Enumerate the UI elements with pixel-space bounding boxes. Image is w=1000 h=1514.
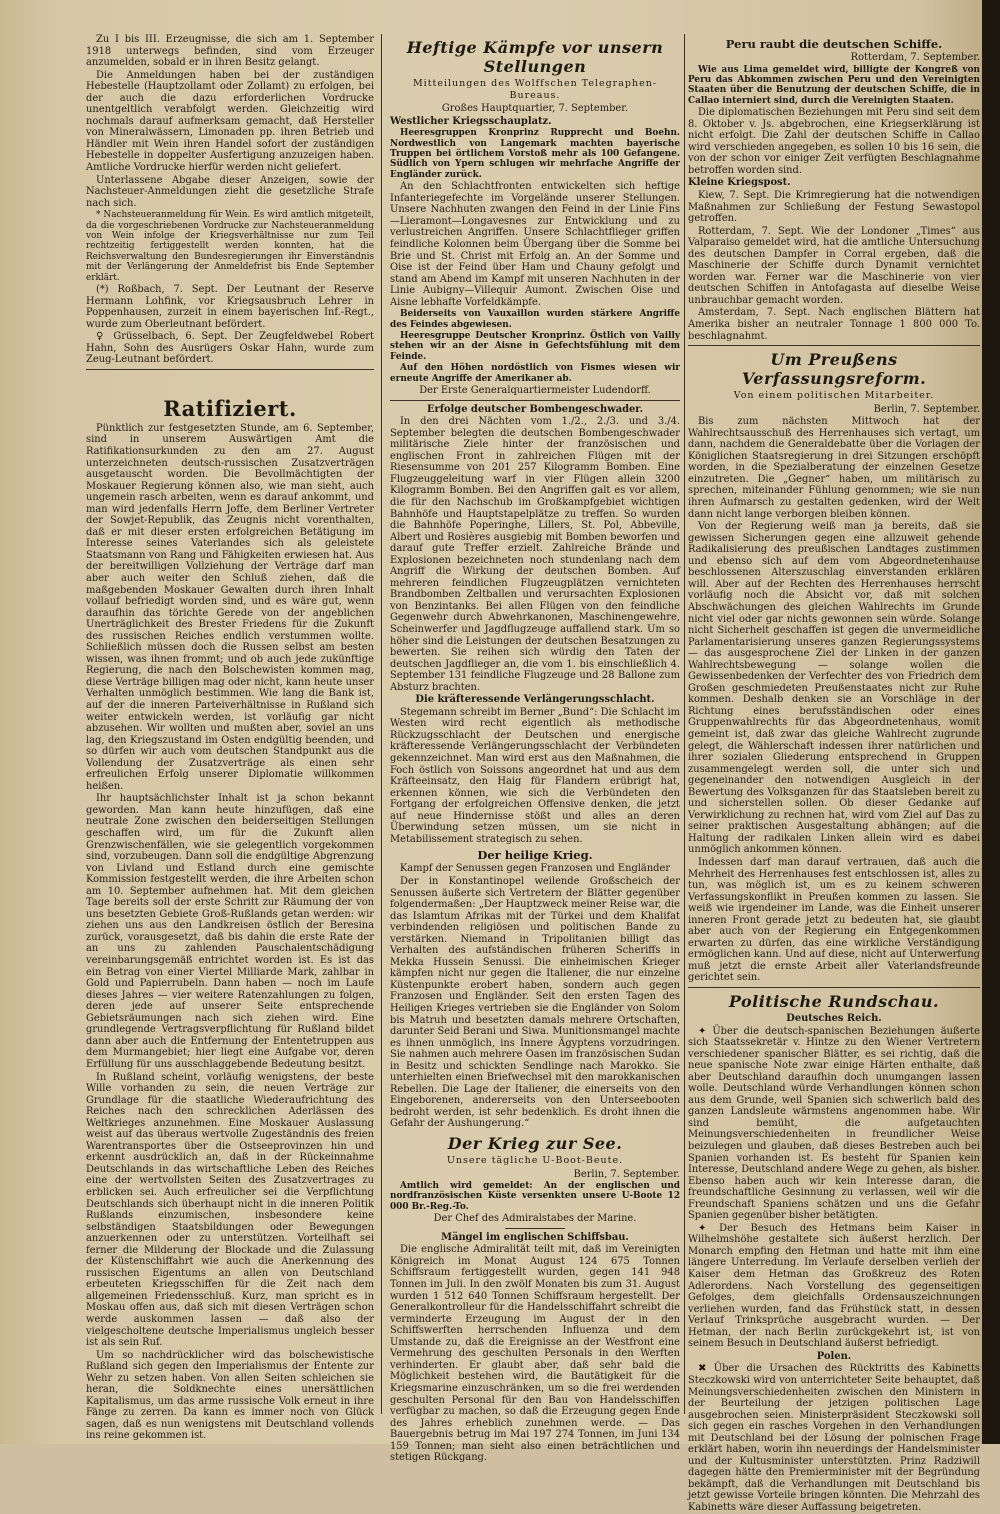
dateline: Berlin, 7. September. [873, 403, 980, 415]
article-text: Die Anmeldungen haben bei der zuständigen Hebestelle (Hauptzollamt oder Zollamt) zu erfolgen, bei der auch die dazu erforderlichen Vordrucke unentgeltlich verabfolgt werden. Gleichzeitig wird nochmals darauf aufmerksam gemacht, daß Hersteller von Mineralwässern, Limonaden pp. ihren Betrieb und Händler mit Wein ihren Handel sofort der zuständigen Hebestelle in doppelter Ausfertigung anzuzeigen haben. Amtliche Vordrucke hierfür werden nicht geliefert. [86, 69, 374, 174]
report-text: Amtlich wird gemeldet: An der englischen und nordfranzösischen Küste versenkten unsere U-Boote 12 000 Br.-Reg.-To. [390, 1181, 680, 1212]
news-item: Kiew, 7. Sept. Die Krimregierung hat die notwendigen Maßnahmen zur Schließung der Festung Sewastopol getroffen. [688, 190, 980, 225]
separator [688, 987, 980, 988]
article-subheadline: Von einem politischen Mitarbeiter. [733, 390, 935, 402]
article-text: Pünktlich zur festgesetzten Stunde, am 6. September, sind in unserem Auswärtigen Amt die Ratifikationsurkunden zu den am 27. August unterzeichneten deutsch-russischen Zusatzverträgen ausgetauscht worden. Die Bevollmächtigten der Moskauer Regierung können also, wie man sieht, auch ungemein rasch arbeiten, wenn es darauf ankommt, und man wird jedenfalls Herrn Joffe, dem Berliner Vertreter der Sowjet-Republik, das Zeugnis nicht vorenthalten, daß er mit dieser ersten erfolgreichen Betätigung im Interesse seines Vaterlandes sich als geleistete Staatsmann von Rang und Fähigkeiten erwiesen hat. Aus der bereitwilligen Vollziehung der Verträge darf man aber auch weiter den Schluß ziehen, daß die maßgebenden Moskauer Gewalten durch ihren Inhalt vollauf befriedigt worden sind, und es wäre gut, wenn daraufhin das törichte Gerede von der angeblichen Unerträglichkeit des Brester Friedens für die Zukunft des russischen Reiches endlich verstummen wollte. Schließlich müssen doch die Russen selbst am besten wissen, was ihnen frommt; und ob auch jede zukünftige Regierung, die nach den Bolschewisten kommen mag, diese Verträge billigen mag oder nicht, kann heute unser Verhalten unmöglich bestimmen. Wie lang die Bank ist, auf der die inneren Parteiverhältnisse in Rußland sich weiter entwickeln werden, ist vorläufig gar nicht abzusehen. Wir wollten und mußten aber, soviel an uns lag, den Kriegszustand im Osten endgültig beenden, und so dürfen wir auch vom deutschen Standpunkt aus die Vollendung der Zusatzverträge als einen sehr erfreulichen Erfolg unserer Diplomatie willkommen heißen. [86, 422, 374, 792]
article-headline: Politische Rundschau. [728, 992, 940, 1011]
section-subheading: Kampf der Senussen gegen Franzosen und Engländer [399, 863, 671, 875]
article-headline: Peru raubt die deutschen Schiffe. [725, 37, 943, 51]
article-text: Stegemann schreibt im Berner „Bund“: Die Schlacht im Westen wird recht eigentlich als methodische Rückzugsschlacht der Deutschen und energische kräfteressende Verlängerungsschlacht der Verbündeten gekennzeichnet. Man wird erst aus den Maßnahmen, die Foch östlich von Soissons angeordnet hat und aus dem Kräfteeinsatz, den Haig für Flandern erübrigt hat, erkennen können, wie sich die Verbündeten den Fortgang der erfolgreichen Offensive denken, die jetzt auf neue Hindernisse stößt und alles an deren Überwindung setzen müssen, um sie nicht in Metabilissement strategisch zu sehen. [390, 706, 680, 845]
report-text: An den Schlachtfronten entwickelten sich heftige Infanteriegefechte im Vorgelände unserer Stellungen. Unsere Nachhuten zwangen den Feind in der Linie Fins—Lieramont—Longavesnes zur Entwicklung und zu verlustreichen Angriffen. Unsere Schlachtflieger griffen feindliche Kolonnen beim Übergang über die Somme bei Brie und St. Christ mit Erfolg an. An der Somme und Oise ist der Feind über Ham und Chauny gefolgt und stand am Abend im Kampf mit unseren Nachhuten in der Linie Aubigny—Villequir Aumont. Zwischen Oise und Aisne lebhafte Vorfeldkämpfe. [390, 181, 680, 308]
article-headline: Um Preußens Verfassungsreform. [741, 350, 927, 389]
section-heading: Die kräfteressende Verlängerungsschlacht. [415, 694, 655, 706]
section-heading: Der heilige Krieg. [477, 848, 593, 863]
report-text: Beiderseits von Vauxaillon wurden stärkere Angriffe des Feindes abgewiesen. [390, 309, 680, 330]
section-heading: Kleine Kriegspost. [688, 177, 791, 189]
report-text: Heeresgruppe Deutscher Kronprinz. Östlich von Vailly stehen wir an der Aisne in Gefechtsfühlung mit dem Feinde. [390, 331, 680, 362]
separator [86, 369, 374, 370]
section-heading: Mängel im englischen Schiffsbau. [441, 1231, 629, 1243]
dateline: Großes Hauptquartier, 7. September. [441, 103, 629, 115]
separator [390, 400, 680, 401]
article-text: In den drei Nächten vom 1./2., 2./3. und 3./4. September belegten die deutschen Bombengeschwader militärische Ziele hinter der französischen und englischen Front in zahlreichen Flügen mit der Riesensumme von 201 257 Kilogramm Bomben. Eine Flugzeuggeleitung warf in vier Flügen allein 3200 Kilogramm Bomben. Bei den Angriffen galt es vor allem, die für den Nachschub im Großkampfgebiet wichtigen Bahnhöfe und Hauptstapelplätze zu treffen. So wurden die Bahnhöfe Poperinghe, Lillers, St. Pol, Abbeville, Albert und Rosières ausgiebig mit Bomben beworfen und darauf gute Treffer erzielt. Zahlreiche Brände und Explosionen bezeichneten noch stundenlang nach dem Angriff die Wirkung der deutschen Bomben. Auf mehreren feindlichen Flugzeugplätzen vernichteten Brandbomben Zeltballen und verursachten Explosionen von Benzintanks. Bei allen Flügen von den feindliche Gegenwehr durch Abwehrkanonen, Maschinengewehre, Scheinwerfer und Jagdflugzeuge auffallend stark. Um so höher sind die Leistungen der deutschen Besatzungen zu bewerten. Sie reihen sich würdig den Taten der deutschen Jagdflieger an, die vom 1. bis einschließlich 4. September 131 feindliche Flugzeuge und 28 Ballone zum Absturz brachten. [390, 416, 680, 693]
article-text: ✖ Über die Ursachen des Rücktritts des Kabinetts Steczkowski wird von unterrichteter Seite behauptet, daß Meinungsverschiedenheiten zwischen den Ministern in der Beurteilung der jetzigen politischen Lage ausgebrochen seien. Ministerpräsident Steczkowski soll sich gegen ein rasches Vorgehen in den Verhandlungen mit Deutschland bei der Lösung der polnischen Frage erklärt haben, worin ihn neuerdings der Handelsminister und der Kultusminister unterstützten. Prinz Radziwill dagegen hätte den Premierminister mit der Begründung bekämpft, daß die Verhandlungen mit Deutschland bis jetzt gewisse Vorteile bringen könnten. Die Mehrzahl des Kabinetts wäre dieser Auffassung beigetreten. [688, 1363, 980, 1513]
section-subheading: Polen. [816, 1350, 852, 1362]
report-text: Auf den Höhen nordöstlich von Fismes wiesen wir erneute Angriffe der Amerikaner ab. [390, 363, 680, 384]
article-subheadline: Mitteilungen des Wolffschen Telegraphen-Bureaus. [412, 78, 658, 101]
column-rule-2 [684, 34, 685, 1414]
separator [505, 1228, 565, 1229]
page-edge-shadow [982, 0, 1000, 1444]
article-text: Um so nachdrücklicher wird das bolschewistische Rußland sich gegen den Imperialismus der Entente zur Wehr zu setzen haben. Von allen Seiten schleichen sie heran, die Soldknechte eines unersättlichen Kapitalismus, um das arme russische Volk erneut in ihre Fänge zu zerren. Da kann es immer noch von Glück sagen, daß es nun wenigstens mit Deutschland vollends ins reine gekommen ist. [86, 1349, 374, 1442]
dateline: Rotterdam, 7. September. [850, 52, 980, 63]
article-text: Die englische Admiralität teilt mit, daß im Vereinigten Königreich im Monat August 124 675 Tonnen Schiffsraum fertiggestellt wurden, gegen 141 948 Tonnen im Juli. In den zwölf Monaten bis zum 31. August wurden 1 512 640 Tonnen Schiffsraum hergestellt. Der Generalkontrolleur für die Handelsschiffahrt schreibt die verminderte Erzeugung im August der in den Schiffswerften herrschenden Influenza und dem Umstande zu, daß die Ereignisse an der Westfront eine Vermehrung des geschulten Personals in den Werften verhinderten. Er glaubt aber, daß sehr bald die Möglichkeit bestehen wird, die Bautätigkeit für die Kriegsmarine einzuschränken, um so die frei werdenden geschulten Personal für den Bau von Handelsschiffen verfügbar zu machen, so daß die Erzeugung gegen Ende des Jahres erheblich zunehmen werde. — Das Bauergebnis betrug im Mai 197 274 Tonnen, im Juni 134 159 Tonnen; man sieht also einen beträchtlichen und stetigen Rückgang. [390, 1244, 680, 1464]
article-headline: Ratifiziert. [163, 395, 297, 421]
separator [688, 345, 980, 346]
section-heading: Westlicher Kriegsschauplatz. [390, 115, 552, 127]
news-item: (*) Roßbach, 7. Sept. Der Leutnant der Reserve Hermann Lohfink, vor Kriegsausbruch Lehrer in Poppenhausen, zurzeit in einem bayerischen Inf.-Regt., wurde zum Oberleutnant befördert. [86, 284, 374, 330]
section-heading: Erfolge deutscher Bombengeschwader. [426, 403, 644, 415]
article-text: In Rußland scheint, vorläufig wenigstens, der beste Wille vorhanden zu sein, die neuen Verträge zur Grundlage für die staatliche Wiederaufrichtung des Reiches nach den schrecklichen Aderlässen des Weltkrieges anzunehmen. Eine Moskauer Auslassung weist auf das überaus wertvolle Zugeständnis des freien Warentransportes über die Ostseeprovinzen hin und erkennt ausdrücklich an, daß in der Rückeinnahme Deutschlands in das wirtschaftliche Leben des Reiches eine der wertvollsten Seiten des Zusatzvertrages zu erblicken sei. Auch erfreulicher sei die Verpflichtung Deutschlands sich überhaupt nicht in die inneren Politik Rußlands einzumischen, insbesondere keine selbständigen Staatsbildungen oder Bewegungen anzuerkennen oder zu unterstützen. Vorteilhaft sei ferner die Milderung der Blockade und die Zulassung der Küstenschiffahrt wie auch die Anerkennung des russischen Eigentums an allen von Deutschland erbeuteten Kriegsschiffen für die Zeit nach dem allgemeinen Friedensschluß. Kurz, man spricht es in Moskau offen aus, daß sich mit diesen Verträgen schon werde auskommen lassen — daß also der vielgescholtene deutsche Imperialismus ungleich besser ist als sein Ruf. [86, 1071, 374, 1349]
article-headline: Der Krieg zur See. [447, 1133, 623, 1153]
column-1 [86, 34, 374, 1442]
news-item: * Nachsteueranmeldung für Wein. Es wird amtlich mitgeteilt, da die vorgeschriebenen Vordrucke zur Nachsteueranmeldung von Wein infolge der Kriegsverhältnisse nur zum Teil rechtzeitig fertiggestellt werden konnten, hat die Reichsverwaltung den Bundesregierungen ihr Einverständnis mit der Verlängerung der Anmeldefrist bis Ende September erklärt. [86, 210, 374, 283]
signature: Der Chef des Admiralstabes der Marine. [433, 1213, 637, 1225]
blank-space [86, 373, 374, 393]
article-subheadline: Unsere tägliche U-Boot-Beute. [446, 1154, 624, 1166]
article-text: ✦ Der Besuch des Hetmans beim Kaiser in Wilhelmshöhe gestaltete sich äußerst herzlich. Der Monarch empfing den Hetman und hatte mit ihm eine längere Unterredung. Im Verlaufe derselben verlieh der Kaiser dem Hetman das Großkreuz des Roten Adlerordens. Nach Vorstellung des gegenseitigen Gefolges, dem gleichfalls Ordensauszeichnungen verliehen wurden, fand das Frühstück statt, in dessen Verlauf Trinksprüche ausgebracht wurden. — Der Hetman, der nach Berlin zurückgekehrt ist, ist von seinem Besuch in Deutschland äußerst befriedigt. [688, 1222, 980, 1350]
article-text: Die diplomatischen Beziehungen mit Peru sind seit dem 8. Oktober v. Js. abgebrochen, eine Kriegserklärung ist nicht erfolgt. Die Zahl der deutschen Schiffe in Callao wird verschieden angegeben, es sollen 10 bis 16 sein, die von der schon vor einiger Zeit verfügten Beschlagnahme betroffen worden sind. [688, 107, 980, 176]
article-text: Zu I bis III. Erzeugnisse, die sich am 1. September 1918 unterwegs befinden, sind vom Erzeuger anzumelden, sobald er in ihren Besitz gelangt. [86, 34, 374, 69]
article-text: Bis zum nächsten Mittwoch hat der Wahlrechtsausschuß des Herrenhauses sich vertagt, um dann, nachdem die Generaldebatte über die Vorlagen der Königlichen Staatsregierung in drei Sitzungen erschöpft worden, in die Spezialberatung der einzelnen Gesetze einzutreten. Die „Gegner“ haben, um militärisch zu sprechen, miteinander Fühlung genommen; wie sie nun ihren Aufmarsch zu gestalten gedenken, wird der Welt dann nicht lange verborgen bleiben können. [688, 416, 980, 520]
article-text: Der in Konstantinopel weilende Großscheich der Senussen äußerte sich Vertretern der Blätter gegenüber folgendermaßen: „Der Hauptzweck meiner Reise war, die das Islamtum Afrikas mit der Türkei und dem Khalifat verbindenden religiösen und politischen Bande zu verstärken. Niemand in Tripolitanien billigt das Verhalten des aufständischen früheren Scheriffs in Mekka Hussein Senussi. Die einheimischen Krieger kämpfen nicht nur gegen die Italiener, die nur einzelne Küstenpunkte erobert haben, sondern auch gegen Franzosen und Engländer. Seit den ersten Tagen des Heiligen Krieges vertrieben sie die Engländer von Solom bis Matruh und besetzten damals mehrere Ortschaften, darunter Seid Berani und Siwa. Munitionsmangel machte es ihnen unmöglich, ins Innere Ägyptens vorzudringen. Sie nahmen auch mehrere Oasen im französischen Sudan in Besitz und schickten Sendlinge nach Marokko. Sie unterhielten einen Briefwechsel mit den marokkanischen Rebellen. Die Lage der Italiener, die einerseits von den Eingeborenen, andererseits von den Unterseebooten bedroht werden, ist sehr bedenklich. Es droht ihnen die Gefahr der Aushungerung.“ [390, 875, 680, 1130]
column-2 [390, 34, 680, 1464]
news-item: Rotterdam, 7. Sept. Wie der Londoner „Times“ aus Valparaiso gemeldet wird, hat die amtliche Untersuchung des deutschen Dampfer in Corral ergeben, daß die Maschinerie der Schiffe durch Dynamit vernichtet worden war. Ferner war die Maschinerie von vier deutschen Schiffen in Antofagasta auf dieselbe Weise unbrauchbar gemacht worden. [688, 225, 980, 306]
column-rule-1 [381, 34, 382, 1414]
article-text: Indessen darf man darauf vertrauen, daß auch die Mehrheit des Herrenhauses fest entschlossen ist, alles zu tun, was möglich ist, um es zu keinem schweren Verfassungskonflikt in Preußen kommen zu lassen. Sie weiß wie irgendeiner im Lande, was die Einheit unserer inneren Front gerade jetzt zu bedeuten hat, sie glaubt aber auch von der Regierung ein Entgegenkommen erwarten zu dürfen, das eine wirkliche Verständigung ermöglichen kann. Und auf diese, nicht auf Unterwerfung muß jetzt die ernste Arbeit aller Vaterlandsfreunde gerichtet sein. [688, 856, 980, 984]
article-text: ✦ Über die deutsch-spanischen Beziehungen äußerte sich Staatssekretär v. Hintze zu den Wiener Vertretern verschiedener spanischer Blätter, es sei richtig, daß die neue spanische Note zwar einige Härten enthalte, daß aber Deutschland daraufhin doch unumgangen lassen wolle. Deutschland würde Verhandlungen können schon aus dem Grunde, weil Spanien sich schwerlich bald des ganzen Landsleute wärmstens angenommen habe. Wir sind bemüht, die aufgetauchten Meinungsverschiedenheiten in freundlicher Weise beizulegen und glauben, daß dieses Bestreben auch bei Spanien vorhanden ist. Es besteht für Spanien kein Interesse, Deutschland andere Wege zu gehen, als bisher. Ebenso haben auch wir kein Interesse daran, die freundschaftliche Gesinnung zu verlassen, weil wir die Freundschaft Spaniens schätzen und uns die Gefahr Spanien gegenüber bisher betätigten. [688, 1025, 980, 1222]
news-item: Amsterdam, 7. Sept. Nach englischen Blättern hat Amerika bisher an neutraler Tonnage 1 800 000 To. beschlagnahmt. [688, 307, 980, 342]
article-headline: Heftige Kämpfe vor unsern Stellungen [406, 38, 664, 76]
article-text: Ihr hauptsächlichster Inhalt ist ja schon bekannt geworden. Man kann heute hinzufügen, daß eine neutrale Zone zwischen den beiderseitigen Stellungen geschaffen wird, um für die Zukunft allen Grenzwischenfällen, wie sie gelegentlich vorgekommen sind, vorzubeugen. Dann soll die endgültige Abgrenzung von Livland und Estland durch eine gemischte Kommission festgestellt werden, die ihre Arbeiten schon am 10. September aufnehmen hat. Mit dem gleichen Tage bereits soll der erste Schritt zur Räumung der von uns besetzten Gebiete Groß-Rußlands getan werden: wir ziehen uns aus den Landkreisen östlich der Beresina zurück, vorausgesetzt, daß bis dahin die erste Rate der an uns zu zahlenden Pauschalentschädigung vereinbarungsgemäß entrichtet worden ist. Es ist das ein Betrag von einer Viertel Milliarde Mark, zahlbar in Gold und Papierrubeln. Dann haben — noch im Laufe dieses Jahres — vier weitere Ratenzahlungen zu folgen, deren jede auf unserer Seite entsprechende Gebietsräumungen nach sich ziehen wird. Eine grundlegende Vertragsverpflichtung für Rußland bildet dann aber auch die Entfernung der Ententetruppen aus dem Murmangebiet; hier liegt eine Aufgabe vor, deren Erfüllung für uns ausschlaggebende Bedeutung besitzt. [86, 793, 374, 1070]
article-text: Unterlassene Abgabe dieser Anzeigen, sowie der Nachsteuer-Anmeldungen zieht die gesetzliche Strafe nach sich. [86, 174, 374, 209]
report-text: Heeresgruppen Kronprinz Rupprecht und Boehn. Nordwestlich von Langemark machten bayerische Truppen bei örtlichem Vorstoß mehr als 100 Gefangene. Südlich von Ypern schlugen wir mehrfache Angriffe der Engländer zurück. [390, 128, 680, 180]
column-3 [688, 34, 980, 1513]
signature: Der Erste Generalquartiermeister Ludendorff. [419, 385, 651, 397]
dateline: Berlin, 7. September. [573, 1168, 680, 1180]
section-subheading: Deutsches Reich. [786, 1013, 882, 1024]
news-item: ♀ Grüsselbach, 6. Sept. Der Zeugfeldwebel Robert Hahn, Sohn des Ausrügers Oskar Hahn, wurde zum Zeug-Leutnant befördert. [86, 331, 374, 366]
report-text: Wie aus Lima gemeldet wird, billigte der Kongreß von Peru das Abkommen zwischen Peru und den Vereinigten Staaten über die Benutzung der deutschen Schiffe, die in Callao interniert sind, durch die Vereinigten Staaten. [688, 64, 980, 106]
article-text: Von der Regierung weiß man ja bereits, daß sie gewissen Sicherungen gegen eine allzuweit gehende Radikalisierung des preußischen Landtages zustimmen und ebenso sich auf dem vom Abgeordnetenhause beschlossenen Alterszuschlag einverstanden erklären will. Aber auf der Rechten des Herrenhauses herrscht vorläufig noch die Absicht vor, daß mit solchen Abschwächungen des gleichen Wahlrechts im Grunde nicht viel oder gar nichts gewonnen sein würde. Solange nicht Sicherheit geschaffen ist gegen die unvermeidliche Parlamentarisierung unseres ganzen Regierungssystems — das ausgesprochene Ziel der Linken in der ganzen Wahlrechtsbewegung — solange wollen die Gewissenbedenken der Verfechter des von Friedrich dem Großen geschmiedeten Preußenstaates nicht zur Ruhe kommen. Deshalb denken sie an Vorschläge in der Richtung eines berufsständischen oder eines Gruppenwahlrechts für das Abgeordnetenhaus, womit gemeint ist, daß zwar das gleiche Wahlrecht zugrunde gelegt, die Wählerschaft indessen ihrer natürlichen und ihrer sozialen Gliederung entsprechend in Gruppen zusammengelegt werden soll, die unter sich und gegeneinander den notwendigen Ausgleich in der Bewertung des Volksganzen für das Staatsleben bereit zu und sicherstellen sollen. Ob dieser Gedanke auf Verwirklichung zu rechnen hat, wird vom Ziel auf Das zu seiner praktischen Ausgestaltung abhängen; auf die Haltung der radikalen Linken allein wird es dabei unmöglich ankommen können. [688, 521, 980, 856]
